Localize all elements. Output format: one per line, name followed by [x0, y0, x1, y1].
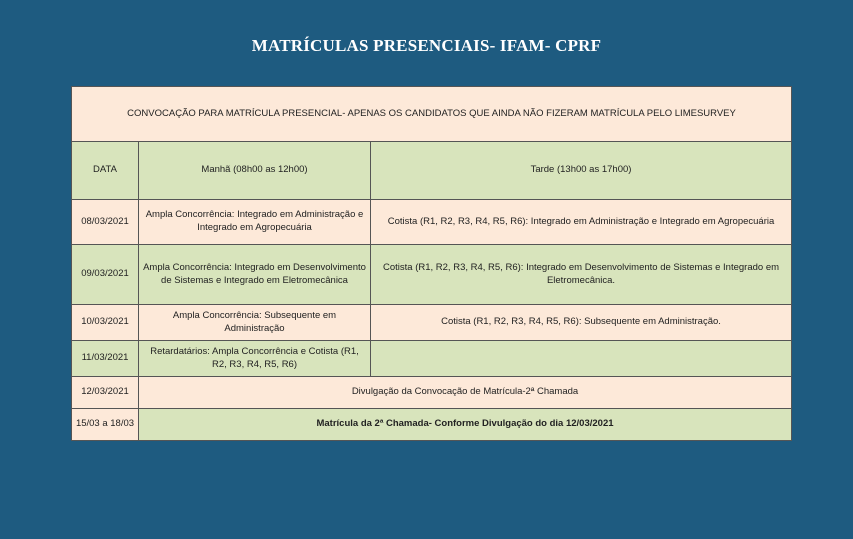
column-header-afternoon: Tarde (13h00 as 17h00) [371, 142, 792, 200]
row-afternoon [371, 341, 792, 377]
row-merged: Divulgação da Convocação de Matrícula-2ª Chamada [139, 377, 792, 409]
table-row [72, 245, 792, 305]
row-afternoon: Cotista (R1, R2, R3, R4, R5, R6): Subsequente em Administração. [371, 305, 792, 341]
row-date: 10/03/2021 [72, 305, 139, 341]
table-row [72, 200, 792, 245]
column-header-row [72, 142, 792, 200]
row-date: 11/03/2021 [72, 341, 139, 377]
table-row [72, 409, 792, 441]
row-morning: Ampla Concorrência: Subsequente em Administração [139, 305, 371, 341]
row-date: 09/03/2021 [72, 245, 139, 305]
row-afternoon: Cotista (R1, R2, R3, R4, R5, R6): Integrado em Desenvolvimento de Sistemas e Integrado em Eletromecânica. [371, 245, 792, 305]
row-merged: Matrícula da 2ª Chamada- Conforme Divulgação do dia 12/03/2021 [139, 409, 792, 441]
row-morning: Ampla Concorrência: Integrado em Administração e Integrado em Agropecuária [139, 200, 371, 245]
schedule-table [71, 86, 792, 441]
row-morning: Retardatários: Ampla Concorrência e Cotista (R1, R2, R3, R4, R5, R6) [139, 341, 371, 377]
table-row [72, 341, 792, 377]
row-morning: Ampla Concorrência: Integrado em Desenvolvimento de Sistemas e Integrado em Eletromecânica [139, 245, 371, 305]
row-date: 08/03/2021 [72, 200, 139, 245]
row-afternoon: Cotista (R1, R2, R3, R4, R5, R6): Integrado em Administração e Integrado em Agropecuária [371, 200, 792, 245]
table-row [72, 305, 792, 341]
page-title: MATRÍCULAS PRESENCIAIS- IFAM- CPRF [251, 36, 602, 55]
table-header: CONVOCAÇÃO PARA MATRÍCULA PRESENCIAL- APENAS OS CANDIDATOS QUE AINDA NÃO FIZERAM MATRÍCULA PELO LIMESURVEY [72, 87, 792, 142]
column-header-morning: Manhã (08h00 as 12h00) [139, 142, 371, 200]
column-header-date: DATA [72, 142, 139, 200]
row-date: 12/03/2021 [72, 377, 139, 409]
table-header-row [72, 87, 792, 142]
row-date: 15/03 a 18/03 [72, 409, 139, 441]
table-row [72, 377, 792, 409]
